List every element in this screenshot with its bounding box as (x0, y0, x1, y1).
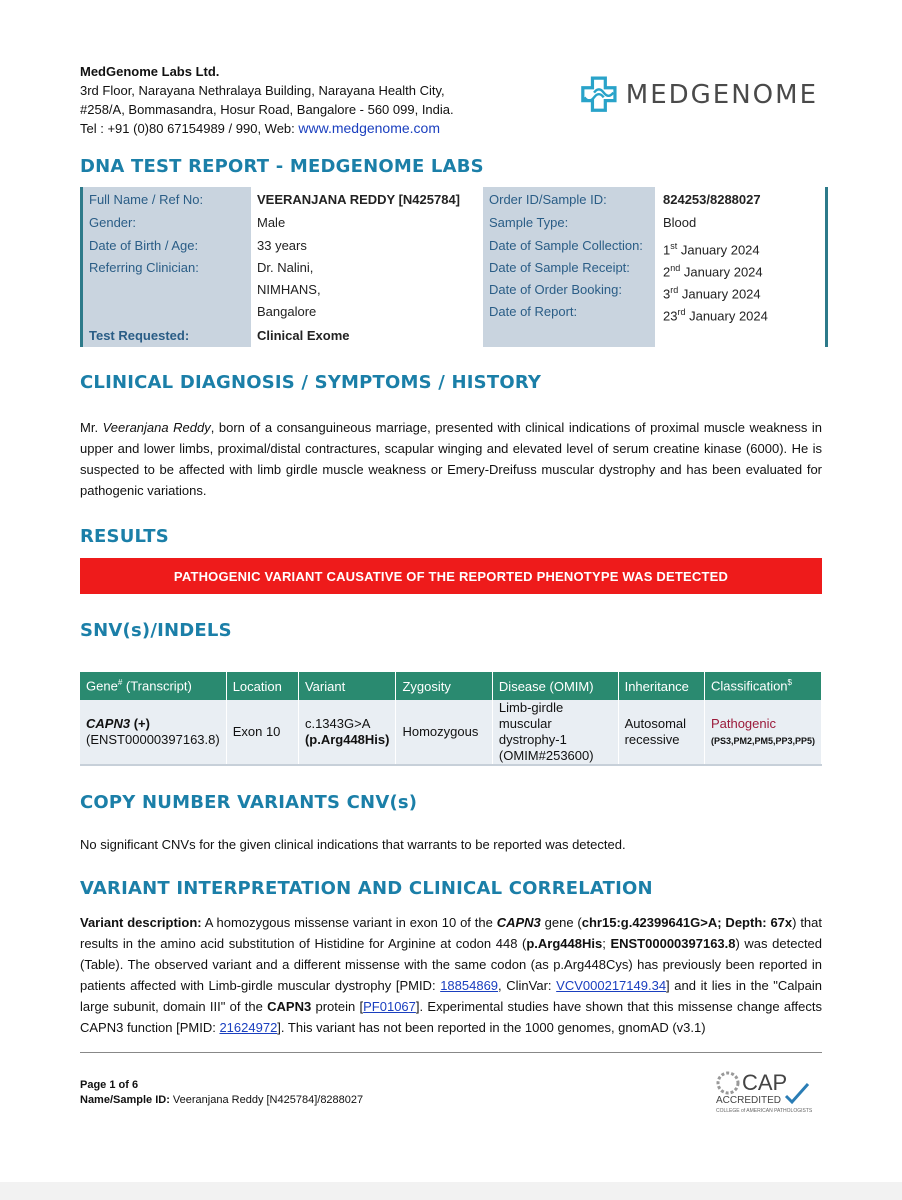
test-requested-label: Test Requested: (89, 328, 190, 343)
cell-zygosity: Homozygous (396, 700, 492, 765)
medgenome-cross-icon (578, 70, 620, 120)
sample-type-label: Sample Type: (489, 215, 569, 230)
gender-label: Gender: (89, 215, 136, 230)
clinical-history-text: Mr. Veeranjana Reddy, born of a consanguineous marriage, presented with clinical indications of proximal muscle weakness in upper and lower limbs, proximal/distal contractures, scapular winging and elevated level of serum creatine kinase (6000). He is suspected to be affected with limb girdle muscle weakness or Emery-Dreifuss muscular dystrophy and has been evaluated for pathogenic variations. (80, 420, 822, 498)
clinician-line1: Dr. Nalini, (257, 260, 314, 275)
cnv-heading: COPY NUMBER VARIANTS CNV(s) (80, 792, 418, 813)
header-classification: Classification$ (704, 672, 821, 700)
clinical-heading: CLINICAL DIAGNOSIS / SYMPTOMS / HISTORY (80, 372, 542, 393)
clinician-label: Referring Clinician: (89, 260, 199, 275)
table-header-row (80, 672, 822, 700)
pmid-link-2[interactable]: 21624972 (219, 1020, 278, 1035)
header-zygosity: Zygosity (396, 672, 492, 700)
results-heading: RESULTS (80, 526, 169, 547)
collection-label: Date of Sample Collection: (489, 238, 643, 253)
lab-address-block (80, 62, 454, 138)
header-gene: Gene# (Transcript) (80, 672, 226, 700)
clinician-line2: NIMHANS, (257, 282, 321, 297)
cell-gene: CAPN3 (+) (ENST00000397163.8) (80, 700, 226, 765)
results-banner: PATHOGENIC VARIANT CAUSATIVE OF THE REPORTED PHENOTYPE WAS DETECTED (80, 558, 822, 594)
patient-info-table (80, 187, 828, 347)
test-requested-value: Clinical Exome (257, 328, 350, 343)
clinician-line3: Bangalore (257, 304, 317, 319)
name-value: VEERANJANA REDDY [N425784] (257, 192, 461, 207)
page-footer (80, 1078, 363, 1108)
gender-value: Male (257, 215, 286, 230)
header-variant: Variant (298, 672, 396, 700)
table-row (80, 700, 822, 765)
cap-accredited-logo (714, 1066, 824, 1114)
variant-description-text: Variant description: A homozygous missense variant in exon 10 of the CAPN3 gene (chr15:g.42399641G>A; Depth: 67x) that results in the amino acid substitution of Histidine for Arginine at codon 448 (p.Arg448His; ENST00000397163.8) was detected (Table). The observed variant and a different missense with the same codon (as p.Arg448Cys) has previously been reported in patients affected with Limb-girdle muscular dystrophy [PMID: 18854869, ClinVar: VCV000217149.34] and it lies in the "Calpain large subunit, domain III" of the CAPN3 protein [PF01067]. Experimental studies have shown that this missense change affects CAPN3 function [PMID: 21624972]. This variant has not been reported in the 1000 genomes, gnomAD (v3.1) (80, 915, 823, 1035)
receipt-date: 2nd January 2024 (663, 263, 763, 280)
header-inheritance: Inheritance (618, 672, 704, 700)
snv-heading: SNV(s)/INDELS (80, 620, 232, 641)
report-date-label: Date of Report: (489, 304, 578, 319)
cell-classification: Pathogenic (PS3,PM2,PM5,PP3,PP5) (704, 700, 821, 765)
header-disease: Disease (OMIM) (492, 672, 618, 700)
cnv-text: No significant CNVs for the given clinical indications that warrants to be reported was detected. (80, 837, 626, 852)
collection-date: 1st January 2024 (663, 241, 760, 258)
lab-address-line2: #258/A, Bommasandra, Hosur Road, Bangalore - 560 099, India. (80, 102, 454, 117)
cell-location: Exon 10 (226, 700, 298, 765)
booking-date: 3rd January 2024 (663, 285, 761, 302)
clinvar-link[interactable]: VCV000217149.34 (556, 978, 667, 993)
snv-table (80, 672, 822, 766)
dob-label: Date of Birth / Age: (89, 238, 199, 253)
lab-name: MedGenome Labs Ltd. (80, 64, 220, 79)
report-date: 23rd January 2024 (663, 307, 768, 324)
order-value: 824253/8288027 (663, 192, 761, 207)
name-label: Full Name / Ref No: (89, 192, 204, 207)
report-title: DNA TEST REPORT - MEDGENOME LABS (80, 156, 484, 177)
booking-label: Date of Order Booking: (489, 282, 622, 297)
lab-contact: Tel : +91 (0)80 67154989 / 990, Web: www.medgenome.com (80, 120, 441, 136)
dob-value: 33 years (257, 238, 307, 253)
lab-website-link[interactable]: www.medgenome.com (298, 120, 441, 136)
footer-sample-id: Name/Sample ID: Veeranjana Reddy [N425784]/8288027 (80, 1094, 364, 1106)
medgenome-logo (578, 70, 818, 120)
svg-text:CAP: CAP (742, 1070, 788, 1095)
lab-address-line1: 3rd Floor, Narayana Nethralaya Building, Narayana Health City, (80, 83, 445, 98)
sample-type-value: Blood (663, 215, 697, 230)
pfam-link[interactable]: PF01067 (363, 999, 416, 1014)
receipt-label: Date of Sample Receipt: (489, 260, 630, 275)
page-number: Page 1 of 6 (80, 1079, 139, 1091)
logo-wordmark: MEDGENOME (625, 80, 818, 110)
order-label: Order ID/Sample ID: (489, 192, 607, 207)
footer-divider (80, 1052, 822, 1053)
header-location: Location (226, 672, 298, 700)
interpretation-heading: VARIANT INTERPRETATION AND CLINICAL CORRELATION (80, 878, 653, 899)
svg-text:ACCREDITED: ACCREDITED (716, 1095, 782, 1106)
page-bottom-margin (0, 1182, 902, 1200)
cell-inheritance: Autosomal recessive (618, 700, 704, 765)
pmid-link-1[interactable]: 18854869 (440, 978, 499, 993)
cell-disease: Limb-girdle muscular dystrophy-1 (OMIM#253600) (492, 700, 618, 765)
svg-text:COLLEGE of AMERICAN PATHOLOGIS: COLLEGE of AMERICAN PATHOLOGISTS (716, 1108, 813, 1114)
cell-variant: c.1343G>A (p.Arg448His) (298, 700, 396, 765)
